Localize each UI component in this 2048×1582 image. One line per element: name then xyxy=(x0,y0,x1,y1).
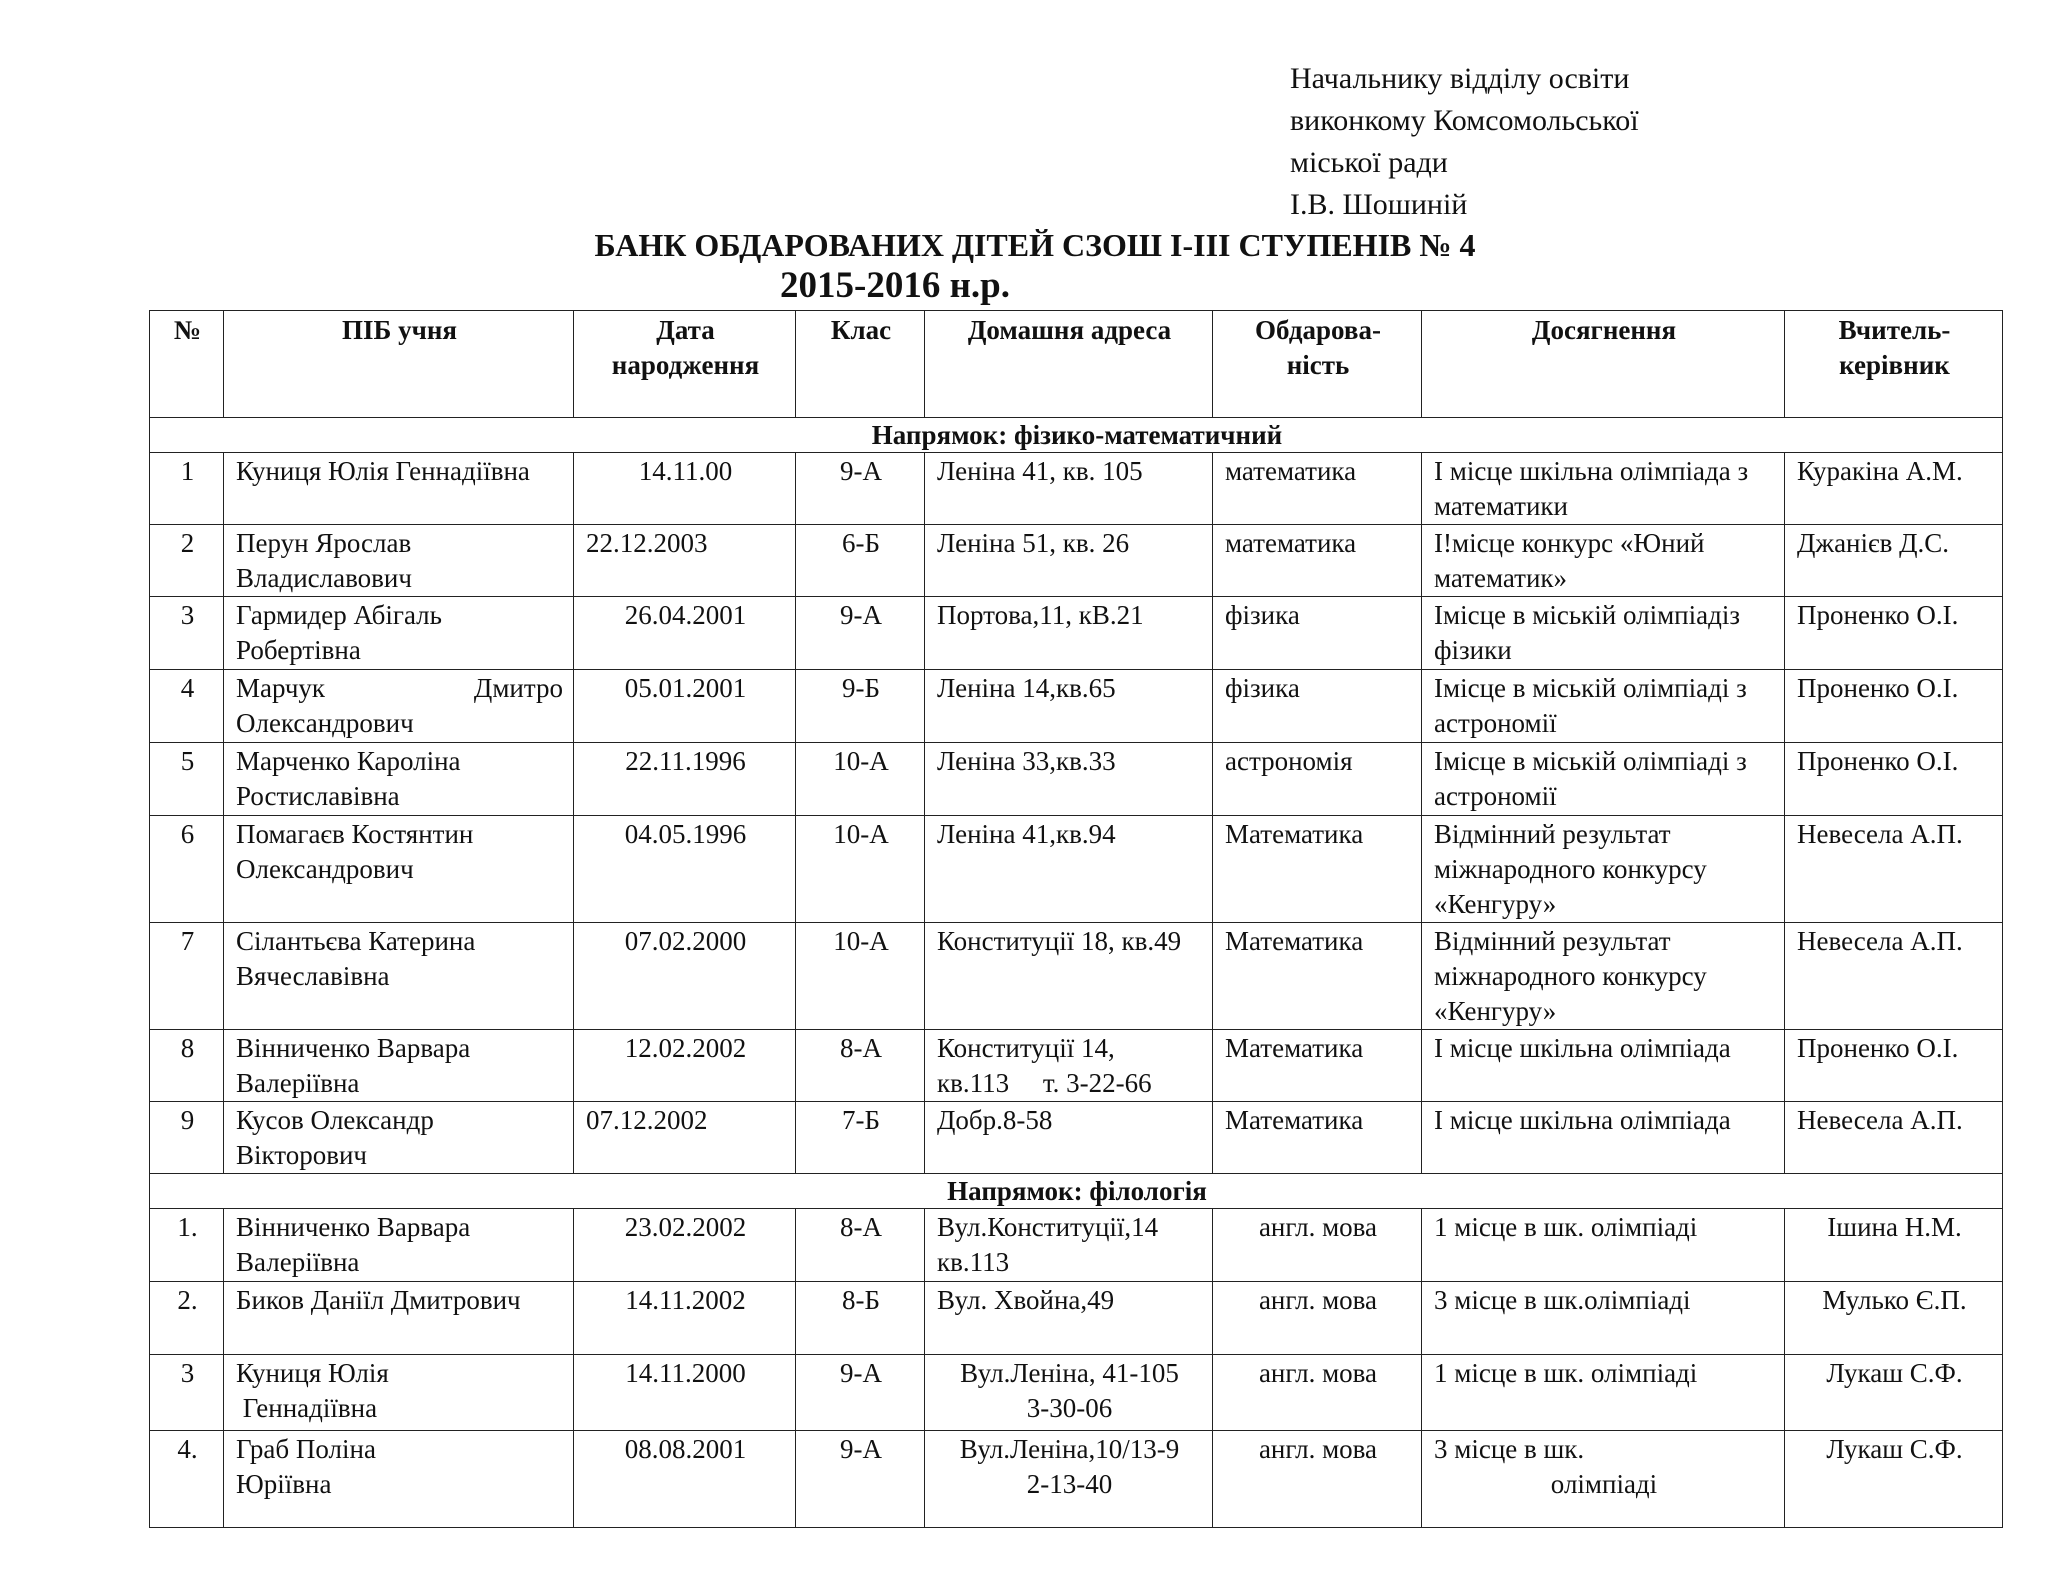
cell-num: 9 xyxy=(150,1102,224,1174)
cell-name: Куниця Юлія Геннадіївна xyxy=(224,453,574,525)
cell-giftedness: математика xyxy=(1213,525,1422,597)
header-teacher: Вчитель-керівник xyxy=(1785,311,2003,418)
addressee-line: виконкому Комсомольської xyxy=(1290,104,1639,137)
table-row xyxy=(150,1355,2003,1431)
cell-name: Вінниченко Варвара Валеріївна xyxy=(224,1030,574,1102)
cell-giftedness: Математика xyxy=(1213,923,1422,1030)
cell-class: 10-А xyxy=(796,923,925,1030)
table-row xyxy=(150,816,2003,923)
address-line: Вул.Леніна,10/13-9 xyxy=(959,1434,1180,1464)
section-title: Напрямок: фізико-математичний xyxy=(150,418,2003,453)
cell-address xyxy=(925,1431,1213,1528)
address-line: кв.113 т. 3-22-66 xyxy=(937,1068,1152,1098)
addressee-line: Начальнику відділу освіти xyxy=(1290,62,1630,95)
gifted-children-table xyxy=(149,310,2003,1528)
cell-giftedness: Математика xyxy=(1213,1030,1422,1102)
document-title: БАНК ОБДАРОВАНИХ ДІТЕЙ СЗОШ І-ІІІ СТУПЕНІВ № 4 xyxy=(594,227,1476,263)
cell-name xyxy=(224,1431,574,1528)
cell-giftedness: англ. мова xyxy=(1213,1355,1422,1431)
cell-giftedness: фізика xyxy=(1213,670,1422,743)
cell-address: Добр.8-58 xyxy=(925,1102,1213,1174)
cell-teacher: Невесела А.П. xyxy=(1785,923,2003,1030)
cell-giftedness: астрономія xyxy=(1213,743,1422,816)
cell-dob: 07.02.2000 xyxy=(574,923,796,1030)
cell-dob: 07.12.2002 xyxy=(574,1102,796,1174)
cell-giftedness: англ. мова xyxy=(1213,1209,1422,1282)
cell-giftedness: математика xyxy=(1213,453,1422,525)
name-line: Юріївна xyxy=(236,1469,332,1499)
cell-teacher: Проненко О.І. xyxy=(1785,670,2003,743)
table-row xyxy=(150,1102,2003,1174)
cell-address: Вул. Хвойна,49 xyxy=(925,1282,1213,1355)
cell-name: Марченко Кароліна Ростиславівна xyxy=(224,743,574,816)
cell-class: 8-А xyxy=(796,1030,925,1102)
cell-address: Леніна 14,кв.65 xyxy=(925,670,1213,743)
cell-dob: 08.08.2001 xyxy=(574,1431,796,1528)
cell-num: 6 xyxy=(150,816,224,923)
cell-dob: 23.02.2002 xyxy=(574,1209,796,1282)
table-row xyxy=(150,1431,2003,1528)
table-row xyxy=(150,670,2003,743)
cell-achievements: І!місце конкурс «Юний математик» xyxy=(1422,525,1785,597)
cell-achievements: І місце шкільна олімпіада xyxy=(1422,1102,1785,1174)
cell-name: Перун Ярослав Владиславович xyxy=(224,525,574,597)
cell-class: 10-А xyxy=(796,743,925,816)
cell-achievements xyxy=(1422,1431,1785,1528)
table-row xyxy=(150,1030,2003,1102)
cell-address: Леніна 51, кв. 26 xyxy=(925,525,1213,597)
cell-name: Помагаєв Костянтин Олександрович xyxy=(224,816,574,923)
cell-num: 1. xyxy=(150,1209,224,1282)
achievements-line: олімпіаді xyxy=(1550,1469,1658,1499)
cell-dob: 26.04.2001 xyxy=(574,597,796,670)
cell-dob: 04.05.1996 xyxy=(574,816,796,923)
cell-address xyxy=(925,1030,1213,1102)
cell-achievements: І місце шкільна олімпіада з математики xyxy=(1422,453,1785,525)
patronymic: Олександрович xyxy=(236,708,414,738)
table-row xyxy=(150,525,2003,597)
cell-achievements: І місце шкільна олімпіада xyxy=(1422,1030,1785,1102)
cell-num: 4 xyxy=(150,670,224,743)
header-dob: Дата народження xyxy=(574,311,796,418)
address-line: Вул.Леніна, 41-105 xyxy=(960,1358,1179,1388)
header-name: ПІБ учня xyxy=(224,311,574,418)
cell-teacher: Мулько Є.П. xyxy=(1785,1282,2003,1355)
table-row xyxy=(150,1209,2003,1282)
cell-num: 4. xyxy=(150,1431,224,1528)
cell-class: 9-Б xyxy=(796,670,925,743)
cell-num: 3 xyxy=(150,1355,224,1431)
address-line: Конституції 14, xyxy=(937,1033,1115,1063)
addressee-line: міської ради xyxy=(1290,146,1448,179)
addressee-line: І.В. Шошиній xyxy=(1290,188,1468,221)
header-row xyxy=(150,311,2003,418)
surname: Марчук xyxy=(236,673,326,703)
cell-name: Гармидер Абігаль Робертівна xyxy=(224,597,574,670)
name-line: Граб Поліна xyxy=(236,1434,376,1464)
header-class: Клас xyxy=(796,311,925,418)
first-name: Дмитро xyxy=(473,673,563,703)
school-year: 2015-2016 н.р. xyxy=(780,265,1010,306)
cell-giftedness: англ. мова xyxy=(1213,1431,1422,1528)
cell-achievements: Імісце в міській олімпіадіз фізики xyxy=(1422,597,1785,670)
cell-achievements: Імісце в міській олімпіаді з астрономії xyxy=(1422,670,1785,743)
name-line: Геннадіївна xyxy=(236,1393,378,1423)
cell-teacher: Проненко О.І. xyxy=(1785,597,2003,670)
cell-address: Портова,11, кВ.21 xyxy=(925,597,1213,670)
cell-name: Сілантьєва Катерина Вячеславівна xyxy=(224,923,574,1030)
header-address: Домашня адреса xyxy=(925,311,1213,418)
cell-achievements: Відмінний результат міжнародного конкурсу «Кенгуру» xyxy=(1422,816,1785,923)
cell-dob: 12.02.2002 xyxy=(574,1030,796,1102)
cell-class: 6-Б xyxy=(796,525,925,597)
cell-achievements: 3 місце в шк.олімпіаді xyxy=(1422,1282,1785,1355)
cell-dob: 14.11.00 xyxy=(574,453,796,525)
section-title: Напрямок: філологія xyxy=(150,1174,2003,1209)
cell-achievements: Відмінний результат міжнародного конкурсу «Кенгуру» xyxy=(1422,923,1785,1030)
header-achievements: Досягнення xyxy=(1422,311,1785,418)
cell-giftedness: Математика xyxy=(1213,816,1422,923)
cell-address: Леніна 33,кв.33 xyxy=(925,743,1213,816)
cell-teacher: Куракіна А.М. xyxy=(1785,453,2003,525)
table-row xyxy=(150,453,2003,525)
cell-class: 9-А xyxy=(796,453,925,525)
header-num: № xyxy=(150,311,224,418)
cell-dob: 14.11.2000 xyxy=(574,1355,796,1431)
name-line xyxy=(236,671,563,706)
cell-giftedness: фізика xyxy=(1213,597,1422,670)
cell-dob: 22.12.2003 xyxy=(574,525,796,597)
cell-name xyxy=(224,670,574,743)
addressee-block xyxy=(1290,58,1639,226)
cell-dob: 22.11.1996 xyxy=(574,743,796,816)
cell-class: 9-А xyxy=(796,597,925,670)
cell-teacher: Джанієв Д.С. xyxy=(1785,525,2003,597)
cell-teacher: Ішина Н.М. xyxy=(1785,1209,2003,1282)
cell-name: Биков Даніїл Дмитрович xyxy=(224,1282,574,1355)
cell-teacher: Лукаш С.Ф. xyxy=(1785,1431,2003,1528)
cell-class: 9-А xyxy=(796,1431,925,1528)
cell-name: Вінниченко Варвара Валеріївна xyxy=(224,1209,574,1282)
cell-teacher: Лукаш С.Ф. xyxy=(1785,1355,2003,1431)
cell-dob: 05.01.2001 xyxy=(574,670,796,743)
section-row xyxy=(150,418,2003,453)
cell-teacher: Невесела А.П. xyxy=(1785,816,2003,923)
name-line: Куниця Юлія xyxy=(236,1358,389,1388)
table-row xyxy=(150,923,2003,1030)
cell-achievements: 1 місце в шк. олімпіаді xyxy=(1422,1209,1785,1282)
address-line: 3-30-06 xyxy=(1026,1393,1113,1423)
cell-class: 7-Б xyxy=(796,1102,925,1174)
achievements-line: 3 місце в шк. xyxy=(1434,1434,1585,1464)
table-row xyxy=(150,597,2003,670)
header-giftedness: Обдарова-ність xyxy=(1213,311,1422,418)
cell-teacher: Проненко О.І. xyxy=(1785,743,2003,816)
cell-num: 8 xyxy=(150,1030,224,1102)
cell-num: 3 xyxy=(150,597,224,670)
cell-address xyxy=(925,1355,1213,1431)
cell-name xyxy=(224,1355,574,1431)
cell-achievements: Імісце в міській олімпіаді з астрономії xyxy=(1422,743,1785,816)
table-row xyxy=(150,743,2003,816)
cell-achievements: 1 місце в шк. олімпіаді xyxy=(1422,1355,1785,1431)
cell-address: Леніна 41, кв. 105 xyxy=(925,453,1213,525)
cell-class: 10-А xyxy=(796,816,925,923)
cell-address: Вул.Конституції,14 кв.113 xyxy=(925,1209,1213,1282)
cell-address: Леніна 41,кв.94 xyxy=(925,816,1213,923)
cell-giftedness: Математика xyxy=(1213,1102,1422,1174)
cell-num: 2. xyxy=(150,1282,224,1355)
cell-dob: 14.11.2002 xyxy=(574,1282,796,1355)
cell-num: 5 xyxy=(150,743,224,816)
cell-num: 2 xyxy=(150,525,224,597)
section-row xyxy=(150,1174,2003,1209)
cell-name: Кусов Олександр Вікторович xyxy=(224,1102,574,1174)
cell-num: 7 xyxy=(150,923,224,1030)
cell-address: Конституції 18, кв.49 xyxy=(925,923,1213,1030)
cell-num: 1 xyxy=(150,453,224,525)
table-row xyxy=(150,1282,2003,1355)
cell-giftedness: англ. мова xyxy=(1213,1282,1422,1355)
cell-teacher: Невесела А.П. xyxy=(1785,1102,2003,1174)
cell-teacher: Проненко О.І. xyxy=(1785,1030,2003,1102)
cell-class: 9-А xyxy=(796,1355,925,1431)
cell-class: 8-Б xyxy=(796,1282,925,1355)
cell-class: 8-А xyxy=(796,1209,925,1282)
address-line: 2-13-40 xyxy=(1026,1469,1113,1499)
